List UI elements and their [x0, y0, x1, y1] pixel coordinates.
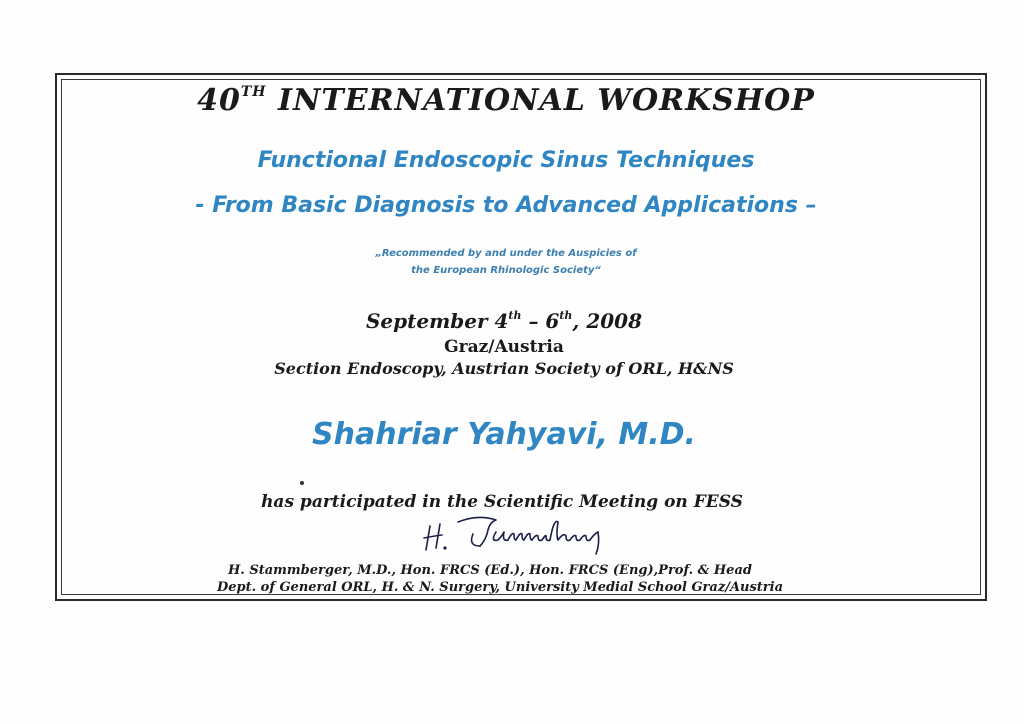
title-text: INTERNATIONAL WORKSHOP — [266, 83, 815, 118]
title-superscript: TH — [240, 84, 267, 100]
date-sup-1: th — [508, 309, 522, 322]
subtitle-line-1: Functional Endoscopic Sinus Techniques — [257, 148, 755, 173]
signatory-department: Dept. of General ORL, H. & N. Surgery, University Medial School Graz/Austria — [216, 580, 784, 595]
title-number: 40 — [197, 83, 241, 118]
workshop-title — [0, 83, 1012, 118]
date-sup-2: th — [559, 309, 573, 322]
event-date — [0, 309, 1008, 333]
date-middle: – 6 — [521, 309, 560, 333]
participant-name: Shahriar Yahyavi, M.D. — [312, 417, 696, 452]
date-suffix: , 2008 — [572, 309, 643, 333]
date-prefix: September 4 — [365, 309, 509, 333]
recommendation-line-2: the European Rhinologic Society“ — [411, 265, 601, 276]
handwritten-signature — [418, 508, 638, 558]
signatory-credentials: H. Stammberger, M.D., Hon. FRCS (Ed.), Hon. FRCS (Eng),Prof. & Head — [228, 563, 752, 578]
decorative-dot — [300, 481, 304, 485]
subtitle-line-2: - From Basic Diagnosis to Advanced Applications – — [195, 193, 817, 218]
event-location: Graz/Austria — [444, 337, 564, 357]
organizing-section: Section Endoscopy, Austrian Society of ORL, H&NS — [274, 359, 734, 378]
participation-statement: has participated in the Scientific Meeting on FESS — [261, 492, 743, 512]
recommendation-line-1: „Recommended by and under the Auspicies of — [375, 248, 637, 259]
